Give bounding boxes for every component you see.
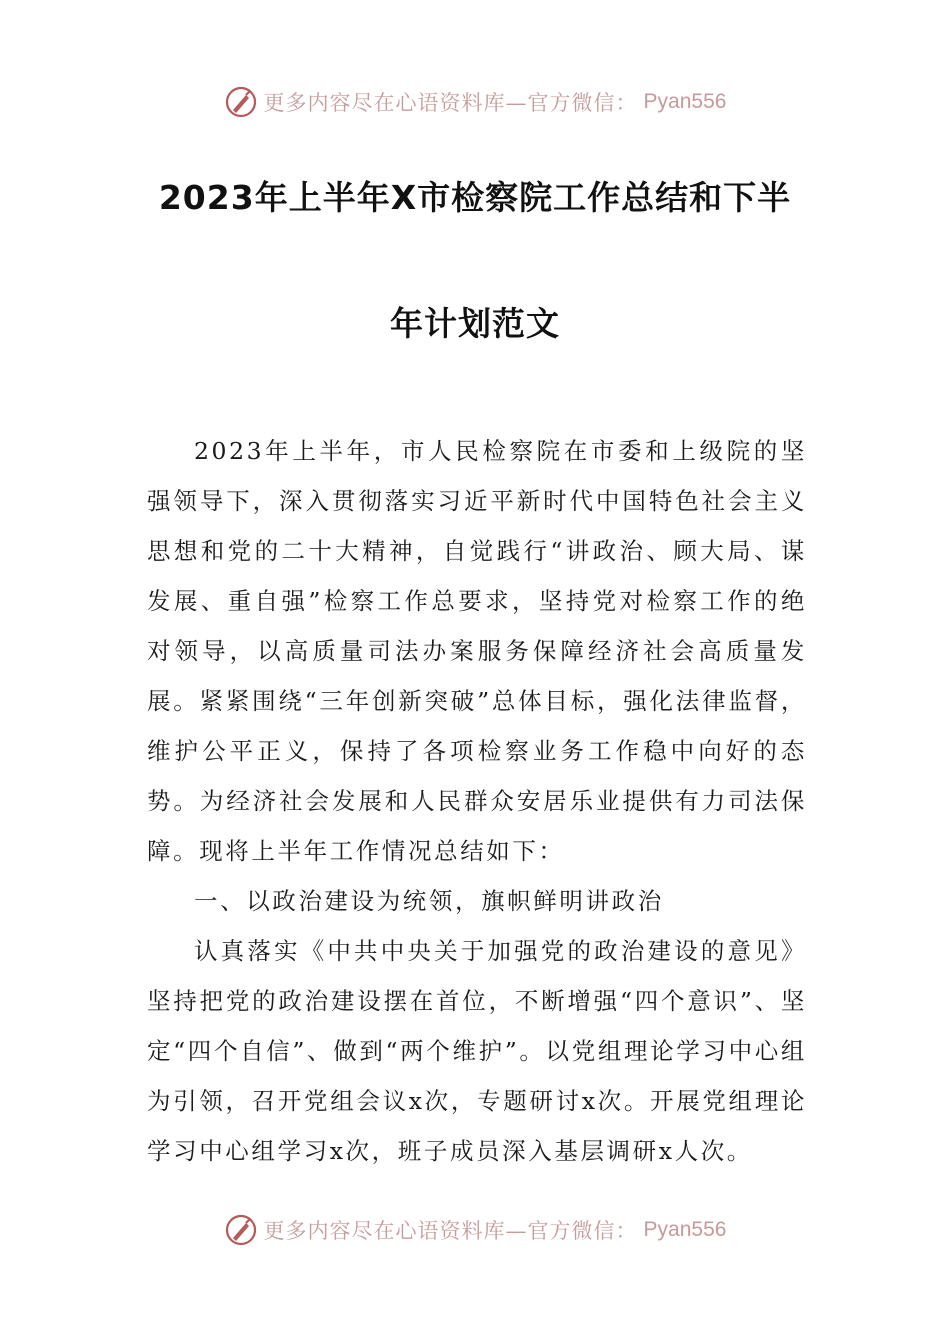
watermark-text: 更多内容尽在心语资料库—官方微信： bbox=[263, 91, 638, 115]
paragraph-section-1: 认真落实《中共中央关于加强党的政治建设的意见》坚持把党的政治建设摆在首位，不断增强“四个意识”、坚定“四个自信”、做到“两个维护”。以党组理论学习中心组为引领，召开党组会议x次，专题研讨x次。开展党组理论学习中心组学习x次，班子成员深入基层调研x人次。 bbox=[147, 937, 807, 1165]
section-heading-1: 一、以政治建设为统领，旗帜鲜明讲政治 bbox=[194, 887, 664, 915]
paragraph-intro: 2023年上半年，市人民检察院在市委和上级院的坚强领导下，深入贯彻落实习近平新时代中国特色社会主义思想和党的二十大精神，自觉践行“讲政治、顾大局、谋发展、重自强”检察工作总要求，坚持党对检察工作的绝对领导，以高质量司法办案服务保障经济社会高质量发展。紧紧围绕“三年创新突破”总体目标，强化法律监督，维护公平正义，保持了各项检察业务工作稳中向好的态势。为经济社会发展和人民群众安居乐业提供有力司法保障。现将上半年工作情况总结如下： bbox=[147, 437, 807, 865]
watermark-handle: Pyan556 bbox=[643, 1218, 727, 1241]
pen-circle-logo-icon bbox=[224, 1213, 258, 1247]
document-title-line-1: 2023年上半年X市检察院工作总结和下半 bbox=[158, 178, 792, 217]
pen-circle-logo-icon bbox=[224, 85, 258, 119]
watermark-footer bbox=[0, 1210, 950, 1250]
watermark-text: 更多内容尽在心语资料库—官方微信： bbox=[263, 1219, 638, 1243]
document-body bbox=[147, 426, 807, 1176]
watermark-handle: Pyan556 bbox=[643, 90, 727, 113]
document-title-line-2: 年计划范文 bbox=[390, 304, 560, 343]
watermark-header bbox=[0, 82, 950, 122]
